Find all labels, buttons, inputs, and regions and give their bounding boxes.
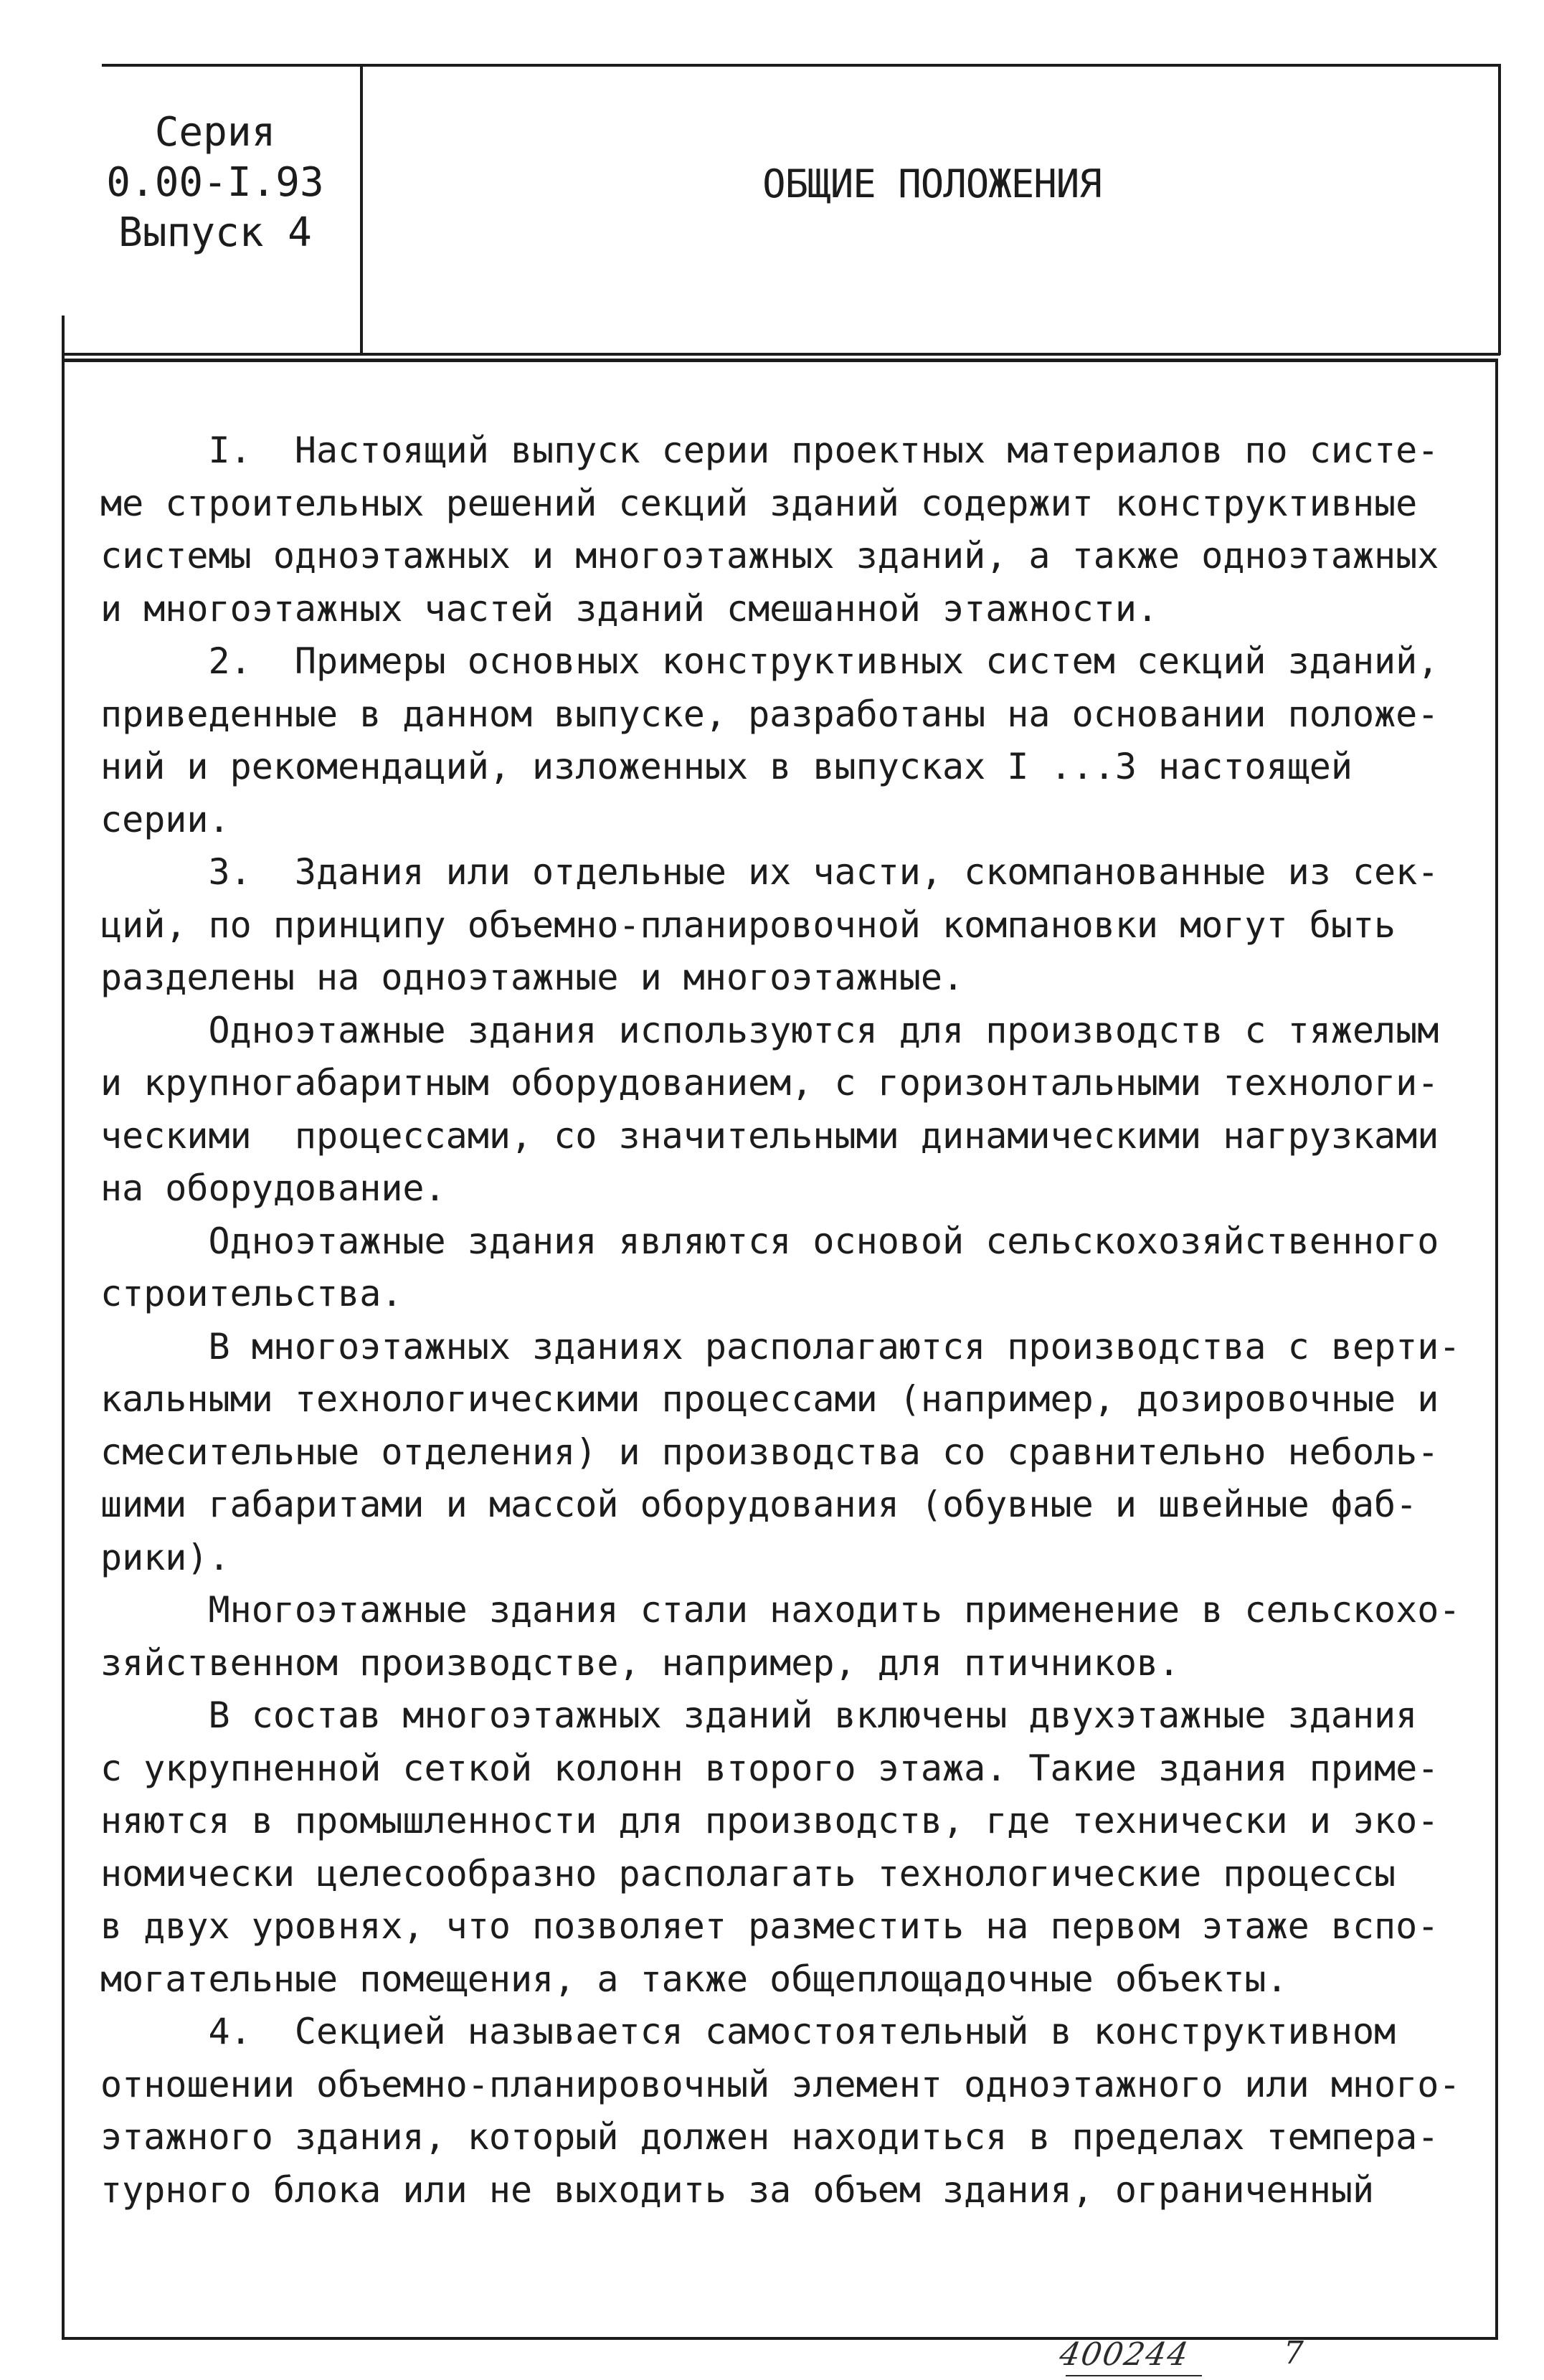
header-left-rule: [62, 316, 65, 359]
header-right-rule: [1498, 64, 1501, 355]
body-line: 4. Секцией называется самостоятельный в конструктивном: [100, 2011, 1396, 2052]
body-line: отношении объемно-планировочный элемент одноэтажного или много-: [100, 2063, 1461, 2105]
body-line: приведенные в данном выпуске, разработаны на основании положе-: [100, 693, 1439, 735]
body-line: ний и рекомендаций, изложенных в выпусках I ...3 настоящей: [100, 746, 1353, 787]
body-line: ческими процессами, со значительными динамическими нагрузками: [100, 1114, 1439, 1157]
body-line: зяйственном производстве, например, для птичников.: [100, 1641, 1180, 1684]
body-line: этажного здания, который должен находиться в пределах темпера-: [100, 2116, 1439, 2158]
series-code: 0.00-I.93: [106, 159, 324, 206]
body-line: системы одноэтажных и многоэтажных зданий, а также одноэтажных: [100, 535, 1439, 577]
document-number: 400244: [1056, 2336, 1193, 2373]
body-line: Многоэтажные здания стали находить применение в сельскохо-: [100, 1589, 1461, 1631]
body-line: смесительные отделения) и производства со сравнительно неболь-: [100, 1431, 1439, 1473]
body-line: Одноэтажные здания являются основой сельскохозяйственного: [100, 1220, 1439, 1262]
body-line: 2. Примеры основных конструктивных систем секций зданий,: [100, 640, 1439, 682]
body-line: разделены на одноэтажные и многоэтажные.: [100, 957, 965, 998]
body-line: рики).: [100, 1536, 230, 1578]
body-line: турного блока или не выходить за объем здания, ограниченный: [100, 2168, 1375, 2211]
body-line: ме строительных решений секций зданий содержит конструктивные: [100, 482, 1418, 524]
body-line: в двух уровнях, что позволяет разместить на первом этаже вспо-: [100, 1905, 1439, 1947]
body-line: кальными технологическими процессами (например, дозировочные и: [100, 1378, 1439, 1420]
page-number: 7: [1284, 2335, 1304, 2371]
body-line: и многоэтажных частей зданий смешанной этажности.: [100, 587, 1159, 630]
body-line: и крупногабаритным оборудованием, с горизонтальными технологи-: [100, 1062, 1439, 1104]
body-line: ций, по принципу объемно-планировочной компановки могут быть: [100, 904, 1396, 946]
body-line: с укрупненной сеткой колонн второго этажа. Такие здания приме-: [100, 1747, 1439, 1789]
body-line: номически целесообразно располагать технологические процессы: [100, 1852, 1396, 1895]
header-bottom-rule: [62, 353, 1500, 356]
body-line: 3. Здания или отдельные их части, скомпанованные из сек-: [100, 851, 1439, 893]
section-title: ОБЩИЕ ПОЛОЖЕНИЯ: [762, 161, 1102, 207]
body-line: шими габаритами и массой оборудования (обувные и швейные фаб-: [100, 1484, 1418, 1525]
series-cell: [79, 108, 351, 258]
header-divider: [360, 64, 363, 355]
body-line: строительства.: [100, 1273, 403, 1314]
body-line: I. Настоящий выпуск серии проектных материалов по систе-: [100, 430, 1439, 471]
body-line: могательные помещения, а также общеплощадочные объекты.: [100, 1958, 1288, 2000]
series-label: Серия: [154, 109, 276, 156]
body-line: няются в промышленности для производств, где технически и эко-: [100, 1800, 1439, 1841]
issue-number: Выпуск 4: [118, 209, 312, 256]
body-line: на оборудование.: [100, 1167, 446, 1209]
body-line: В многоэтажных зданиях располагаются производства с верти-: [100, 1325, 1461, 1367]
body-line: серии.: [100, 798, 230, 840]
header-top-rule: [102, 64, 1501, 67]
document-number-underline: [1066, 2375, 1202, 2376]
body-line: Одноэтажные здания используются для производств с тяжелым: [100, 1009, 1439, 1051]
body-text: [100, 425, 1477, 2217]
body-line: В состав многоэтажных зданий включены двухэтажные здания: [100, 1694, 1418, 1736]
